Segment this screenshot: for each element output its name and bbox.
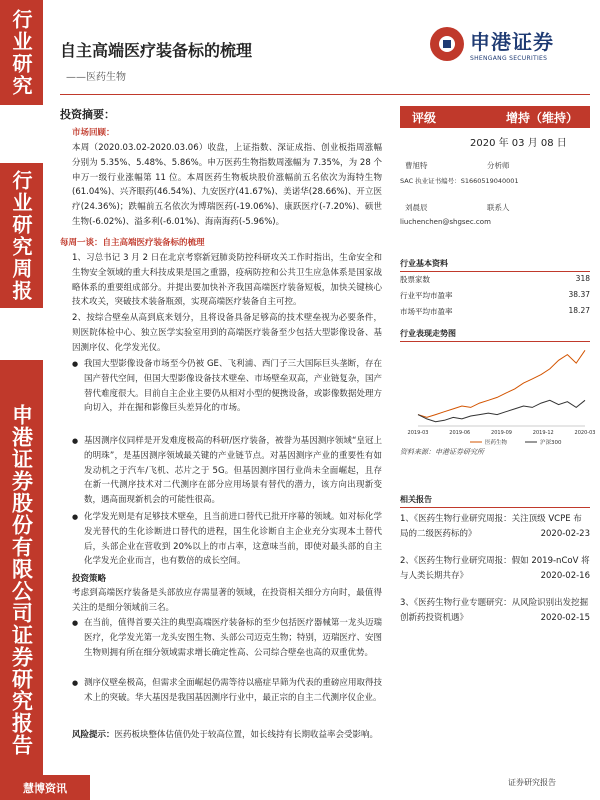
sidebar-report-type-label: 行业研究周报	[9, 169, 33, 302]
company-logo	[430, 26, 554, 62]
report-date: 2020 年 03 月 08 日	[470, 138, 567, 149]
market-review-label: 市场回顾：	[72, 128, 115, 138]
related-report-date: 2020-02-16	[540, 571, 590, 581]
market-review-text: 本周（2020.03.02-2020.03.06）收盘，上证指数、深证成指、创业板指周涨幅分别为 5.35%、5.48%、5.86%。申万医药生物指数周涨幅为 7.35%，为 28 个申万一级行业涨幅第 11 位。本周医药生物板块股价涨幅前五名依次为海特生物(61.04%)、兴齐眼药(46.54%)、九安医疗(41.67%)、美诺华(28.66%)、开立医疗(24.36%)；跌幅前五名依次为博瑞医药(-19.06%)、康跃医疗(-7.20%)、硕世生物(-6.02%)、溢多利(-6.01%)、海南海药(-5.96%)。	[72, 143, 382, 227]
related-report-title[interactable]: 1、《医药生物行业研究周报：关注顶级 VCPE 布局的二级医药标的》	[400, 514, 582, 539]
x-tick-label: 2019-03	[407, 430, 429, 436]
header-divider	[60, 94, 590, 95]
summary-heading: 投资摘要：	[60, 108, 115, 121]
x-tick-label: 2019-12	[532, 430, 554, 436]
logo-cn-text: 申港证券	[470, 30, 554, 54]
basics-row	[400, 290, 590, 301]
contact-role: 联系人	[487, 203, 510, 212]
sidebar-company-label: 申港证券股份有限公司证券研究报告	[9, 404, 35, 756]
sidebar-category-label: 行业研究	[9, 8, 33, 97]
related-report-date: 2020-02-23	[540, 529, 590, 539]
series-line-hs300	[418, 400, 585, 421]
performance-chart	[400, 338, 596, 448]
page-subtitle: ——医药生物	[66, 72, 126, 83]
chart-source: 资料来源：申港证券研究所	[400, 448, 484, 456]
related-report-date: 2020-02-15	[540, 613, 590, 623]
industry-basics-heading: 行业基本资料	[400, 258, 590, 272]
x-tick-label: 2019-09	[491, 430, 512, 436]
strategy-text: 考虑到高端医疗装备是头部放应存需显著的领域，在投资相关细分方向时，最值得关注的是细分领域前三名。	[72, 588, 382, 613]
rating-bar	[400, 106, 590, 128]
related-report-item[interactable]	[400, 596, 590, 626]
x-tick-label: 2019-06	[449, 430, 471, 436]
related-report-item[interactable]	[400, 512, 590, 542]
sac-number: S1660519040001	[460, 177, 519, 185]
contact-name: 刘晨辰	[405, 203, 428, 212]
bullet-sequencer-outlook: ● 测序仪壁垒极高，但需求全面崛起仍需等待以癌症早筛为代表的重磅应用取得技术上的突破。华大基因是我国基因测序行业中，最正宗的自主二代测序仪企业。	[72, 676, 382, 706]
legend-label: 沪深300	[540, 440, 562, 446]
analyst-name: 曹旭特	[405, 161, 428, 170]
sac-label: SAC 执业证书编号：	[400, 177, 461, 185]
basics-row-label: 行业平均市盈率	[400, 291, 453, 300]
rating-value: 增持（维持）	[505, 110, 578, 125]
sidebar-block-category	[0, 0, 43, 105]
weekly-paragraph-1: 1、习总书记 3 月 2 日在北京考察新冠肺炎防控科研攻关工作时指出，生命安全和生物安全领域的重大科技成果是国之重器，疫病防控和公共卫生应急体系是国家战略体系的重要组成部分。并提出要加快补齐我国高端医疗装备短板，加快关键核心技术攻关，突破技术装备瓶颈，实现高端医疗装备自主可控。	[72, 253, 382, 308]
bullet-chemiluminescence: ● 化学发光则是有足够技术壁垒，且当前进口替代已批开序幕的领域。如对标化学发光替代的生化诊断进口替代的进程，国生化诊断自主企业充分实现本土替代后，头部企业在营收到 20%以上的市占率，这意味当前，即使对最头部的自主化学发光企业而言，也有数倍的成长空间。	[72, 510, 382, 569]
sidebar-block-company	[0, 360, 43, 800]
bullet-imaging: ● 我国大型影像设备市场至今仍被 GE、飞利浦、西门子三大国际巨头垄断，存在国产替代空间，但国大型影像设备技术壁垒、市场壁垒双高，产业链复杂，国产替代难度很大。目前自主企业主要仍从相对小型的便携设备，或影像数据处理方向切入，并在掘和影像巨头差异化的市场。	[72, 357, 382, 416]
series-line-pharma	[418, 350, 585, 417]
basics-row-label: 市场平均市盈率	[400, 307, 453, 316]
bullet-targets: ● 在当前，值得首要关注的典型高端医疗装备标的至少包括医疗器械第一龙头迈瑞医疗，化学发光第一龙头安图生物、头部公司迈克生物；特别，迈瑞医疗、安图生物则拥有所在细分领域需求增长确定性高、公司综合壁垒也高的双重优势。	[72, 616, 382, 660]
analyst-role: 分析师	[487, 161, 510, 170]
bullet-sequencer: ● 基因测序仪同样是开发难度极高的科研/医疗装备，被誉为基因测序领域“皇冠上的明珠”，是基因测序领域最关键的产业链节点。对基因测序产业的重要性有如发动机之于汽车/飞机、芯片之于 5G。但基因测序国行业尚未全面崛起，且存在新一代测序技术对二代测序在部分应用场景有替代的潜力，该方向出现新变数，遇高面现新机会的可能性很高。	[72, 434, 382, 508]
footer-report-label: 证券研究报告	[508, 778, 556, 787]
basics-row-label: 股票家数	[400, 275, 430, 284]
basics-row-value: 18.27	[568, 306, 590, 315]
basics-row-value: 318	[575, 274, 590, 283]
basics-row	[400, 306, 590, 317]
sidebar-block-report-type	[0, 163, 43, 308]
weekly-paragraph-2: 2、按综合壁垒从高到底来划分，且将设备具备足够高的技术壁垒视为必要条件，则医院体检中心、独立医学实验室用到的高端医疗装备至少包括大型影像设备、基因测序仪、化学发光仪。	[72, 313, 382, 353]
contact-email: liuchenchen@shgsec.com	[400, 218, 491, 226]
rating-label: 评级	[412, 110, 437, 125]
logo-en-text: SHENGANG SECURITIES	[470, 55, 548, 62]
weekly-topic-label: 每周一谈：自主高端医疗装备标的梳理	[60, 238, 205, 248]
page-title: 自主高端医疗装备标的梳理	[60, 41, 253, 60]
related-report-title[interactable]: 3、《医药生物行业专题研究：从风险识别出发挖掘创新药投资机遇》	[400, 598, 589, 623]
risk-label: 风险提示：	[72, 730, 115, 740]
risk-text: 医药板块整体估值仍处于较高位置，如长线持有长期收益率会受影响。	[114, 730, 379, 740]
logo-mark-icon	[430, 27, 464, 61]
x-tick-label: 2020-03	[574, 430, 596, 436]
sidebar	[0, 0, 43, 800]
legend-label: 医药生物	[485, 440, 508, 446]
footer-watermark-logo: 慧博资讯	[0, 775, 90, 800]
chart-title: 行业表现走势图	[400, 328, 590, 342]
related-report-title[interactable]: 2、《医药生物行业研究周报：假如 2019-nCoV 将与人类长期共存》	[400, 556, 590, 581]
related-reports-heading: 相关报告	[400, 494, 590, 508]
strategy-label: 投资策略	[72, 574, 107, 584]
basics-row	[400, 274, 590, 285]
related-report-item[interactable]	[400, 554, 590, 584]
basics-row-value: 38.37	[568, 290, 590, 299]
